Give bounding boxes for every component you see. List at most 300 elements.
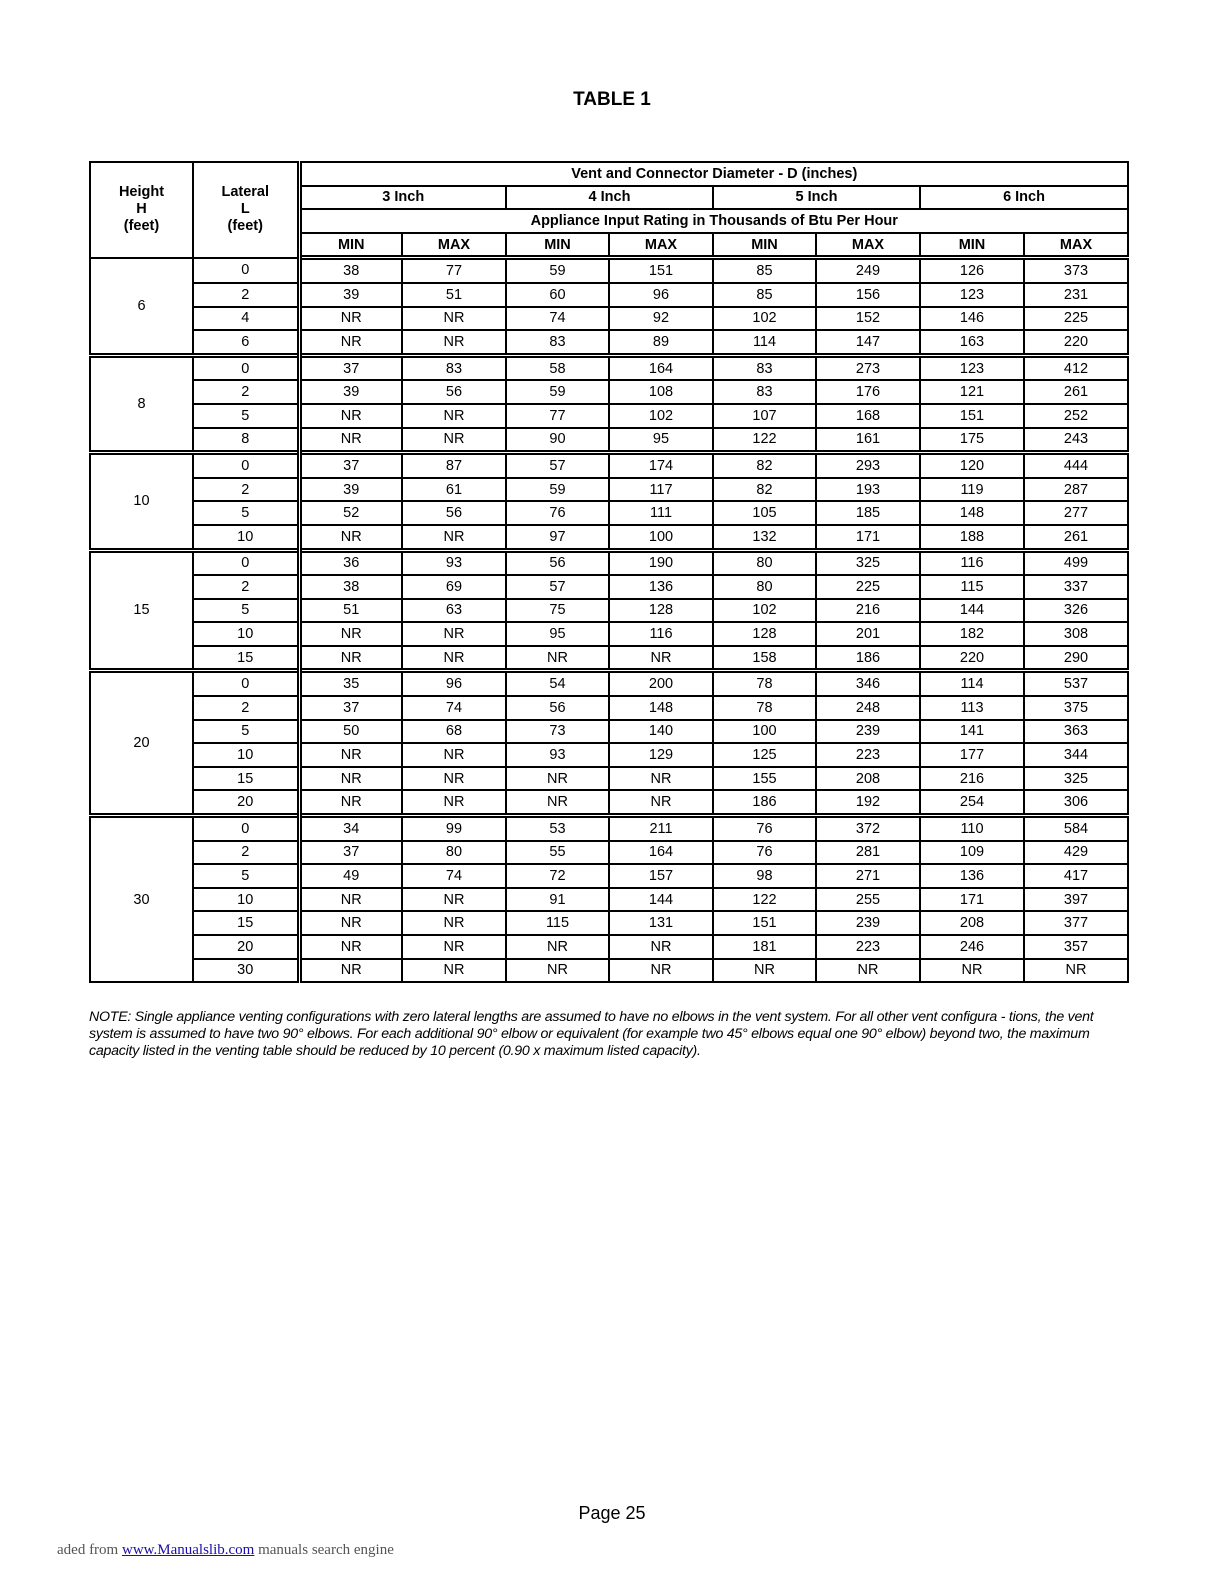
- max-value-cell: 136: [609, 575, 713, 599]
- min-value-cell: 38: [299, 258, 402, 283]
- max-value-cell: 83: [402, 355, 506, 380]
- min-value-cell: 51: [299, 599, 402, 623]
- lateral-cell: 4: [193, 307, 299, 331]
- max-value-cell: 537: [1024, 671, 1128, 696]
- max-value-cell: 164: [609, 841, 713, 865]
- max-value-cell: 231: [1024, 283, 1128, 307]
- table-row: [90, 720, 1128, 744]
- max-value-cell: NR: [402, 959, 506, 983]
- max-value-cell: 239: [816, 720, 920, 744]
- max-value-cell: 131: [609, 911, 713, 935]
- min-value-cell: 95: [506, 622, 609, 646]
- min-value-cell: 186: [713, 790, 816, 815]
- min-value-cell: 182: [920, 622, 1024, 646]
- page-number: Page 25: [578, 1503, 646, 1523]
- min-value-cell: 151: [713, 911, 816, 935]
- min-value-cell: 158: [713, 646, 816, 671]
- min-value-cell: NR: [299, 525, 402, 550]
- min-value-cell: 60: [506, 283, 609, 307]
- max-value-cell: NR: [402, 307, 506, 331]
- max-value-cell: 51: [402, 283, 506, 307]
- min-value-cell: 34: [299, 816, 402, 841]
- max-value-cell: 293: [816, 453, 920, 478]
- max-value-cell: NR: [609, 646, 713, 671]
- max-value-cell: 108: [609, 380, 713, 404]
- min-value-cell: 35: [299, 671, 402, 696]
- venting-table: [89, 161, 1129, 983]
- min-value-cell: 72: [506, 864, 609, 888]
- table-row: [90, 478, 1128, 502]
- lateral-cell: 20: [193, 935, 299, 959]
- size-header-3-inch: 3 Inch: [299, 186, 506, 210]
- max-value-cell: 308: [1024, 622, 1128, 646]
- lateral-cell: 5: [193, 864, 299, 888]
- max-value-cell: 111: [609, 501, 713, 525]
- min-value-cell: 188: [920, 525, 1024, 550]
- table-row: [90, 575, 1128, 599]
- min-value-cell: NR: [506, 767, 609, 791]
- max-value-cell: 584: [1024, 816, 1128, 841]
- lateral-cell: 2: [193, 380, 299, 404]
- min-value-cell: 163: [920, 330, 1024, 355]
- table-row: [90, 816, 1128, 841]
- table-row: [90, 671, 1128, 696]
- max-value-cell: 444: [1024, 453, 1128, 478]
- max-value-cell: 344: [1024, 743, 1128, 767]
- table-row: [90, 646, 1128, 671]
- table-body: [90, 258, 1128, 982]
- min-value-cell: 80: [713, 575, 816, 599]
- min-value-cell: 56: [506, 550, 609, 575]
- min-value-cell: 90: [506, 428, 609, 453]
- max-value-cell: NR: [402, 330, 506, 355]
- min-value-cell: 78: [713, 696, 816, 720]
- min-value-cell: 155: [713, 767, 816, 791]
- max-value-cell: 248: [816, 696, 920, 720]
- max-header: MAX: [609, 233, 713, 258]
- max-header: MAX: [816, 233, 920, 258]
- min-value-cell: 115: [920, 575, 1024, 599]
- min-value-cell: NR: [713, 959, 816, 983]
- max-value-cell: 377: [1024, 911, 1128, 935]
- max-value-cell: 92: [609, 307, 713, 331]
- max-value-cell: 190: [609, 550, 713, 575]
- min-value-cell: 59: [506, 478, 609, 502]
- table-row: [90, 283, 1128, 307]
- max-value-cell: 56: [402, 501, 506, 525]
- max-value-cell: 102: [609, 404, 713, 428]
- table-row: [90, 959, 1128, 983]
- max-value-cell: 77: [402, 258, 506, 283]
- min-value-cell: 50: [299, 720, 402, 744]
- max-value-cell: 239: [816, 911, 920, 935]
- min-value-cell: 114: [713, 330, 816, 355]
- size-header-4-inch: 4 Inch: [506, 186, 713, 210]
- table-row: [90, 790, 1128, 815]
- min-value-cell: 39: [299, 478, 402, 502]
- min-value-cell: 181: [713, 935, 816, 959]
- min-value-cell: 37: [299, 841, 402, 865]
- min-value-cell: NR: [299, 330, 402, 355]
- min-value-cell: 37: [299, 355, 402, 380]
- min-value-cell: 102: [713, 599, 816, 623]
- max-value-cell: 357: [1024, 935, 1128, 959]
- min-value-cell: 121: [920, 380, 1024, 404]
- lateral-cell: 0: [193, 671, 299, 696]
- lateral-cell: 0: [193, 453, 299, 478]
- max-value-cell: 192: [816, 790, 920, 815]
- max-value-cell: 99: [402, 816, 506, 841]
- max-value-cell: NR: [609, 935, 713, 959]
- lateral-cell: 15: [193, 767, 299, 791]
- min-value-cell: 76: [713, 841, 816, 865]
- max-value-cell: 372: [816, 816, 920, 841]
- max-value-cell: 375: [1024, 696, 1128, 720]
- min-value-cell: 107: [713, 404, 816, 428]
- min-header: MIN: [506, 233, 609, 258]
- lateral-cell: 2: [193, 283, 299, 307]
- table-row: [90, 258, 1128, 283]
- min-value-cell: 119: [920, 478, 1024, 502]
- lateral-cell: 5: [193, 404, 299, 428]
- max-value-cell: NR: [1024, 959, 1128, 983]
- table-row: [90, 330, 1128, 355]
- lateral-cell: 5: [193, 599, 299, 623]
- max-value-cell: 290: [1024, 646, 1128, 671]
- footer-suffix: manuals search engine: [254, 1542, 394, 1558]
- max-value-cell: 152: [816, 307, 920, 331]
- max-value-cell: 412: [1024, 355, 1128, 380]
- max-value-cell: 156: [816, 283, 920, 307]
- max-value-cell: 171: [816, 525, 920, 550]
- min-value-cell: 113: [920, 696, 1024, 720]
- min-value-cell: 122: [713, 428, 816, 453]
- table-row: [90, 743, 1128, 767]
- min-value-cell: NR: [299, 790, 402, 815]
- min-value-cell: 57: [506, 453, 609, 478]
- max-value-cell: 208: [816, 767, 920, 791]
- table-row: [90, 453, 1128, 478]
- max-value-cell: 147: [816, 330, 920, 355]
- max-value-cell: 216: [816, 599, 920, 623]
- max-value-cell: NR: [609, 767, 713, 791]
- height-cell: 6: [90, 258, 193, 355]
- min-value-cell: 128: [713, 622, 816, 646]
- table-note: NOTE: Single appliance venting configurations with zero lateral lengths are assumed to have no elbows in the vent system. For all other vent configura - tions, the vent system is assumed to have two 90° elbows. For each additional 90° elbow or equivalent (for example two 45° elbows equal one 90° elbow) beyond two, the maximum capacity listed in the venting table should be reduced by 10 percent (0.90 x maximum listed capacity).: [89, 1009, 1094, 1059]
- max-value-cell: NR: [402, 743, 506, 767]
- max-value-cell: 186: [816, 646, 920, 671]
- min-value-cell: 132: [713, 525, 816, 550]
- table-row: [90, 428, 1128, 453]
- max-value-cell: 273: [816, 355, 920, 380]
- min-value-cell: 123: [920, 355, 1024, 380]
- min-value-cell: NR: [506, 935, 609, 959]
- size-header-5-inch: 5 Inch: [713, 186, 920, 210]
- max-header: MAX: [402, 233, 506, 258]
- max-value-cell: 140: [609, 720, 713, 744]
- max-value-cell: 96: [402, 671, 506, 696]
- table-row: [90, 841, 1128, 865]
- min-value-cell: 37: [299, 453, 402, 478]
- max-value-cell: NR: [402, 767, 506, 791]
- min-value-cell: 78: [713, 671, 816, 696]
- min-value-cell: 141: [920, 720, 1024, 744]
- max-value-cell: 129: [609, 743, 713, 767]
- min-header: MIN: [713, 233, 816, 258]
- max-value-cell: 116: [609, 622, 713, 646]
- min-value-cell: 171: [920, 888, 1024, 912]
- max-value-cell: 61: [402, 478, 506, 502]
- min-value-cell: NR: [299, 959, 402, 983]
- min-value-cell: 58: [506, 355, 609, 380]
- min-value-cell: 54: [506, 671, 609, 696]
- max-value-cell: 306: [1024, 790, 1128, 815]
- table-header: [90, 162, 1128, 258]
- min-value-cell: 105: [713, 501, 816, 525]
- min-value-cell: 76: [506, 501, 609, 525]
- max-value-cell: 281: [816, 841, 920, 865]
- min-value-cell: 100: [713, 720, 816, 744]
- max-value-cell: 151: [609, 258, 713, 283]
- max-value-cell: 117: [609, 478, 713, 502]
- lateral-cell: 15: [193, 911, 299, 935]
- max-value-cell: NR: [402, 935, 506, 959]
- min-value-cell: 77: [506, 404, 609, 428]
- rating-header: Appliance Input Rating in Thousands of Btu Per Hour: [299, 209, 1128, 233]
- max-value-cell: 225: [1024, 307, 1128, 331]
- max-value-cell: 89: [609, 330, 713, 355]
- table-row: [90, 696, 1128, 720]
- lateral-cell: 30: [193, 959, 299, 983]
- min-value-cell: 39: [299, 380, 402, 404]
- min-value-cell: 148: [920, 501, 1024, 525]
- max-value-cell: NR: [609, 959, 713, 983]
- min-value-cell: NR: [506, 646, 609, 671]
- max-value-cell: 193: [816, 478, 920, 502]
- max-value-cell: NR: [402, 428, 506, 453]
- min-value-cell: 126: [920, 258, 1024, 283]
- lateral-cell: 2: [193, 575, 299, 599]
- max-value-cell: 223: [816, 743, 920, 767]
- max-value-cell: 271: [816, 864, 920, 888]
- max-value-cell: 417: [1024, 864, 1128, 888]
- min-header: MIN: [299, 233, 402, 258]
- height-cell: 30: [90, 816, 193, 983]
- lateral-cell: 0: [193, 258, 299, 283]
- table-row: [90, 307, 1128, 331]
- min-value-cell: 73: [506, 720, 609, 744]
- max-value-cell: 74: [402, 864, 506, 888]
- max-value-cell: 96: [609, 283, 713, 307]
- max-value-cell: 223: [816, 935, 920, 959]
- table-row: [90, 888, 1128, 912]
- lateral-cell: 6: [193, 330, 299, 355]
- min-value-cell: 122: [713, 888, 816, 912]
- max-value-cell: 499: [1024, 550, 1128, 575]
- min-value-cell: 75: [506, 599, 609, 623]
- min-value-cell: 52: [299, 501, 402, 525]
- min-value-cell: 59: [506, 380, 609, 404]
- max-value-cell: NR: [816, 959, 920, 983]
- lateral-cell: 2: [193, 696, 299, 720]
- max-value-cell: 148: [609, 696, 713, 720]
- lateral-cell: 5: [193, 720, 299, 744]
- lateral-cell: 5: [193, 501, 299, 525]
- min-value-cell: NR: [299, 935, 402, 959]
- lateral-cell: 20: [193, 790, 299, 815]
- min-value-cell: 93: [506, 743, 609, 767]
- table-row: [90, 404, 1128, 428]
- min-value-cell: 109: [920, 841, 1024, 865]
- max-value-cell: 161: [816, 428, 920, 453]
- min-value-cell: 110: [920, 816, 1024, 841]
- min-value-cell: NR: [299, 622, 402, 646]
- max-value-cell: 397: [1024, 888, 1128, 912]
- table-row: [90, 501, 1128, 525]
- table-row: [90, 622, 1128, 646]
- min-value-cell: 85: [713, 258, 816, 283]
- min-value-cell: 177: [920, 743, 1024, 767]
- size-header-6-inch: 6 Inch: [920, 186, 1128, 210]
- max-value-cell: 176: [816, 380, 920, 404]
- max-value-cell: NR: [402, 646, 506, 671]
- max-value-cell: 63: [402, 599, 506, 623]
- lateral-cell: 2: [193, 841, 299, 865]
- max-value-cell: 261: [1024, 525, 1128, 550]
- min-value-cell: 83: [713, 380, 816, 404]
- min-value-cell: NR: [920, 959, 1024, 983]
- max-value-cell: 68: [402, 720, 506, 744]
- table-title: TABLE 1: [573, 89, 651, 110]
- lateral-cell: 10: [193, 525, 299, 550]
- lateral-header: Lateral L (feet): [193, 162, 299, 258]
- max-value-cell: 429: [1024, 841, 1128, 865]
- max-value-cell: 220: [1024, 330, 1128, 355]
- lateral-cell: 0: [193, 816, 299, 841]
- min-value-cell: 76: [713, 816, 816, 841]
- min-value-cell: 82: [713, 453, 816, 478]
- min-value-cell: 246: [920, 935, 1024, 959]
- height-cell: 15: [90, 550, 193, 671]
- height-cell: 20: [90, 671, 193, 816]
- max-value-cell: 144: [609, 888, 713, 912]
- max-value-cell: NR: [402, 790, 506, 815]
- lateral-cell: 0: [193, 355, 299, 380]
- min-value-cell: 36: [299, 550, 402, 575]
- lateral-cell: 10: [193, 743, 299, 767]
- max-value-cell: 56: [402, 380, 506, 404]
- max-value-cell: 225: [816, 575, 920, 599]
- min-value-cell: 146: [920, 307, 1024, 331]
- min-value-cell: NR: [506, 790, 609, 815]
- min-value-cell: 59: [506, 258, 609, 283]
- min-value-cell: 120: [920, 453, 1024, 478]
- min-value-cell: 123: [920, 283, 1024, 307]
- max-value-cell: 243: [1024, 428, 1128, 453]
- max-value-cell: 261: [1024, 380, 1128, 404]
- height-cell: 8: [90, 355, 193, 452]
- min-value-cell: 80: [713, 550, 816, 575]
- download-footer: [57, 1542, 394, 1559]
- min-value-cell: NR: [299, 307, 402, 331]
- min-value-cell: NR: [299, 404, 402, 428]
- min-header: MIN: [920, 233, 1024, 258]
- max-value-cell: 100: [609, 525, 713, 550]
- min-value-cell: 38: [299, 575, 402, 599]
- vent-diameter-header: Vent and Connector Diameter - D (inches): [299, 162, 1128, 186]
- min-value-cell: 151: [920, 404, 1024, 428]
- min-value-cell: NR: [299, 888, 402, 912]
- max-value-cell: 211: [609, 816, 713, 841]
- table-row: [90, 599, 1128, 623]
- max-value-cell: NR: [402, 888, 506, 912]
- max-value-cell: 174: [609, 453, 713, 478]
- max-value-cell: 337: [1024, 575, 1128, 599]
- min-value-cell: NR: [299, 646, 402, 671]
- min-value-cell: 85: [713, 283, 816, 307]
- min-value-cell: 56: [506, 696, 609, 720]
- lateral-cell: 8: [193, 428, 299, 453]
- max-value-cell: 80: [402, 841, 506, 865]
- min-value-cell: NR: [299, 767, 402, 791]
- max-value-cell: 128: [609, 599, 713, 623]
- max-value-cell: NR: [402, 911, 506, 935]
- max-value-cell: NR: [609, 790, 713, 815]
- max-value-cell: 168: [816, 404, 920, 428]
- lateral-cell: 15: [193, 646, 299, 671]
- min-value-cell: 175: [920, 428, 1024, 453]
- max-value-cell: 252: [1024, 404, 1128, 428]
- lateral-cell: 10: [193, 888, 299, 912]
- lateral-cell: 0: [193, 550, 299, 575]
- min-value-cell: 216: [920, 767, 1024, 791]
- min-value-cell: 82: [713, 478, 816, 502]
- min-value-cell: 144: [920, 599, 1024, 623]
- max-value-cell: NR: [402, 404, 506, 428]
- manualslib-link[interactable]: www.Manualslib.com: [121, 1542, 255, 1558]
- min-value-cell: 102: [713, 307, 816, 331]
- min-value-cell: 125: [713, 743, 816, 767]
- min-value-cell: NR: [506, 959, 609, 983]
- min-value-cell: 37: [299, 696, 402, 720]
- height-header: Height H (feet): [90, 162, 193, 258]
- min-value-cell: 53: [506, 816, 609, 841]
- max-value-cell: 74: [402, 696, 506, 720]
- min-value-cell: 55: [506, 841, 609, 865]
- min-value-cell: 83: [506, 330, 609, 355]
- max-value-cell: 325: [1024, 767, 1128, 791]
- max-value-cell: 346: [816, 671, 920, 696]
- max-value-cell: 201: [816, 622, 920, 646]
- min-value-cell: 136: [920, 864, 1024, 888]
- max-value-cell: 200: [609, 671, 713, 696]
- max-value-cell: 93: [402, 550, 506, 575]
- max-value-cell: 185: [816, 501, 920, 525]
- max-value-cell: 363: [1024, 720, 1128, 744]
- min-value-cell: 91: [506, 888, 609, 912]
- min-value-cell: 254: [920, 790, 1024, 815]
- max-value-cell: 95: [609, 428, 713, 453]
- max-value-cell: NR: [402, 622, 506, 646]
- table-row: [90, 935, 1128, 959]
- table-row: [90, 550, 1128, 575]
- table-row: [90, 767, 1128, 791]
- min-value-cell: 114: [920, 671, 1024, 696]
- lateral-cell: 10: [193, 622, 299, 646]
- min-value-cell: 116: [920, 550, 1024, 575]
- min-value-cell: NR: [299, 428, 402, 453]
- max-value-cell: 373: [1024, 258, 1128, 283]
